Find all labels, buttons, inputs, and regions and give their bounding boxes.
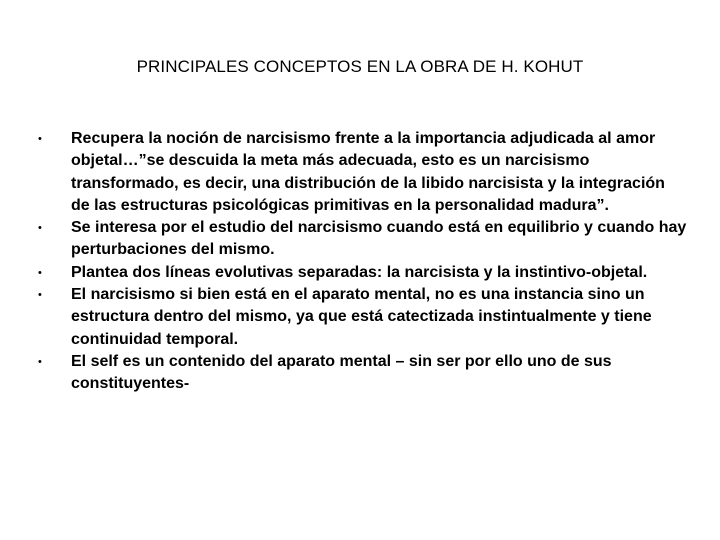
bullet-icon: • (38, 355, 42, 368)
bullet-text: El narcisismo si bien está en el aparato mental, no es una instancia sino un estructura dentro del mismo, ya que está catectizada instintualmente y tiene continuidad temporal. (71, 286, 652, 348)
bullet-text: Plantea dos líneas evolutivas separadas: la narcisista y la instintivo-objetal. (71, 263, 648, 281)
bullet-list (38, 128, 688, 396)
bullet-text: Se interesa por el estudio del narcisismo cuando está en equilibrio y cuando hay perturbaciones del mismo. (71, 219, 687, 259)
bullet-icon: • (38, 289, 42, 302)
bullet-item-1 (38, 128, 688, 217)
bullet-icon: • (38, 266, 42, 279)
bullet-text: El self es un contenido del aparato mental – sin ser por ello uno de sus constituyentes- (71, 352, 612, 393)
bullet-icon: • (38, 133, 42, 145)
bullet-item-3 (38, 262, 688, 284)
bullet-text: Recupera la noción de narcisismo frente a la importancia adjudicada al amor objetal…”se descuida la meta más adecuada, esto es un narcisismo transformado, es decir, una distribución de la libido narcisista y la integración de las estructuras psicológicas primitivas en la personalidad madura”. (71, 130, 665, 214)
bullet-icon: • (38, 222, 42, 235)
bullet-item-2 (38, 217, 688, 262)
slide-title: PRINCIPALES CONCEPTOS EN LA OBRA DE H. KOHUT (136, 57, 584, 76)
bullet-item-4 (38, 284, 688, 351)
bullet-item-5 (38, 351, 688, 396)
